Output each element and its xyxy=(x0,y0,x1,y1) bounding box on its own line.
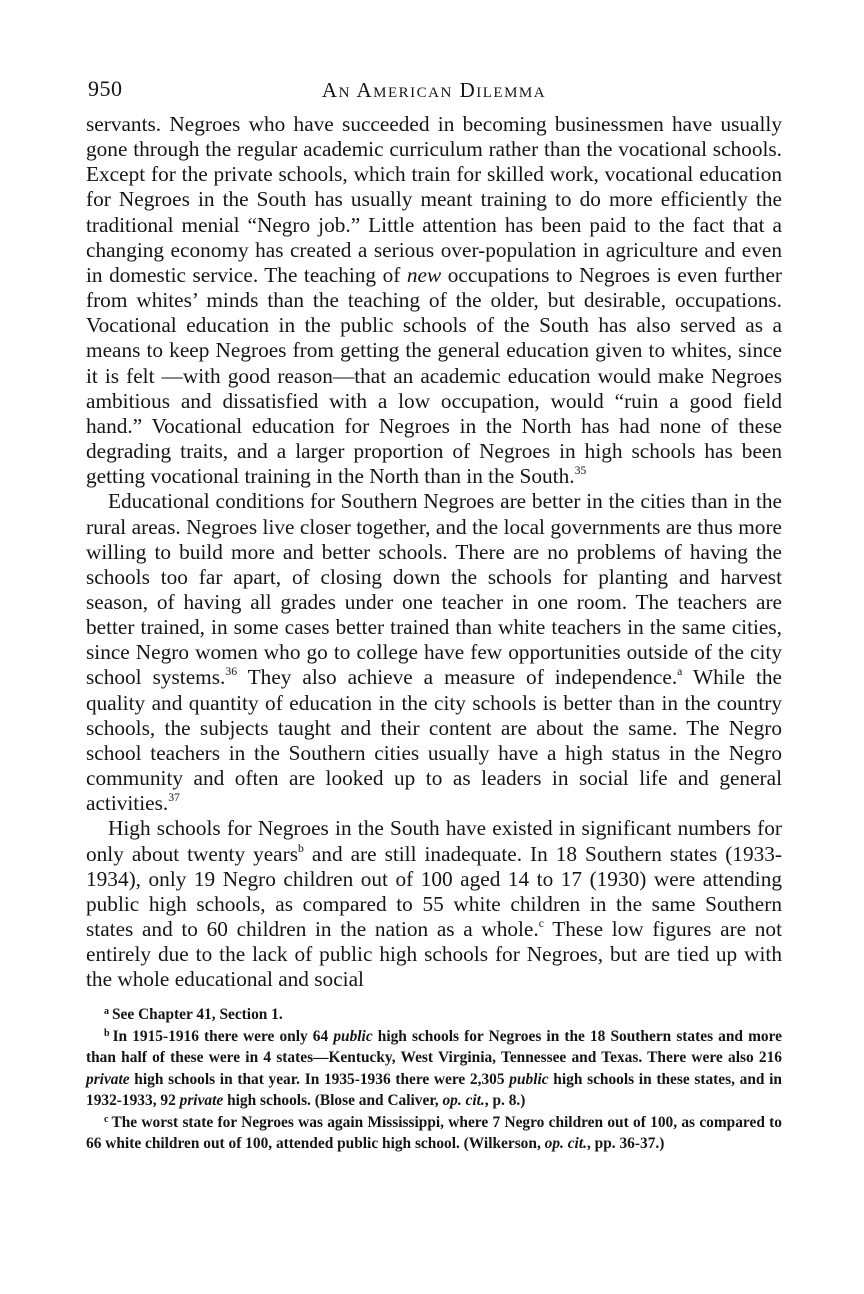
text-run: These low figures are not entirely due to the lack of public high schools for Negroes, but are tied up with the whole educational and social xyxy=(86,917,782,992)
italic-text: op. cit. xyxy=(442,1092,485,1110)
running-title: An American Dilemma xyxy=(321,78,547,102)
text-run: Educational conditions for Southern Negroes are better in the cities than in the rural areas. Negroes live closer together, and the local governments are thus more willing to build more and better schools. There are no problems of having the schools too far apart, of closing down the schools for planting and harvest season, of having all grades under one teacher in one room. The teachers are better trained, in some cases better trained than white teachers in the same cities, since Negro women who go to college have few opportunities outside of the city school systems. xyxy=(86,489,782,690)
text-run: high schools. (Blose and Caliver, xyxy=(223,1092,443,1110)
note-reference: 37 xyxy=(168,791,180,805)
text-run: high schools for Negroes in the 18 Southern states and more than half of these were in 4 states—Kentucky, West Virginia, Tennessee and Texas. There were also 216 xyxy=(86,1027,783,1067)
footnote xyxy=(86,1112,782,1155)
note-reference: 36 xyxy=(225,665,238,679)
footnote xyxy=(86,1026,782,1112)
italic-text: public xyxy=(509,1070,549,1088)
text-run: servants. Negroes who have succeeded in becoming businessmen have usually gone through the regular academic curriculum rather than the vocational schools. Except for the private schools, which train for skilled work, vocational education for Negroes in the South has usually meant training to do more efficiently the traditional menial “Negro job.” Little attention has been paid to the fact that a changing economy has created a serious over-population in agriculture and even in domestic service. The teaching of xyxy=(86,112,782,287)
text-run: The worst state for Negroes was again Mississippi, where 7 Negro children out of 100, as compared to 66 white children out of 100, attended public high school. (Wilkerson, xyxy=(86,1113,782,1152)
italic-text: private xyxy=(179,1092,224,1110)
note-reference: a xyxy=(677,665,683,679)
text-run: High schools for Negroes in the South have existed in significant numbers for only about twenty years xyxy=(86,816,782,866)
footnote xyxy=(86,1004,782,1025)
book-page xyxy=(86,76,782,1154)
note-reference: b xyxy=(298,841,304,855)
text-run: high schools in these states, and in 1932-1933, 92 xyxy=(86,1070,782,1110)
italic-text: public xyxy=(333,1027,373,1045)
footnote-marker: a xyxy=(104,1006,109,1018)
page-header xyxy=(86,76,782,112)
text-run: , pp. 36-37.) xyxy=(586,1134,665,1152)
italic-text: op. cit. xyxy=(544,1134,587,1152)
page-number: 950 xyxy=(88,76,123,101)
text-run: While the quality and quantity of education in the city schools is better than in the country schools, the subjects taught and their content are about the same. The Negro school teachers in the Southern cities usually have a high status in the Negro community and often are looked up to as leaders in social life and general activities. xyxy=(86,665,783,816)
italic-text: new xyxy=(406,262,442,287)
footnote-marker: b xyxy=(104,1027,110,1039)
text-run: See Chapter 41, Section 1. xyxy=(112,1006,283,1024)
note-reference: c xyxy=(538,917,544,931)
footnotes xyxy=(86,1004,782,1154)
text-run: and are still inadequate. In 18 Southern states (1933-1934), only 19 Negro children out of 100 aged 14 to 17 (1930) were attending public high schools, as compared to 55 white children in the same Southern states and to 60 children in the nation as a whole. xyxy=(86,841,782,941)
text-run: In 1915-1916 there were only 64 xyxy=(112,1027,334,1045)
paragraph xyxy=(86,489,782,816)
body-text xyxy=(86,112,782,992)
footnote-marker: c xyxy=(104,1113,109,1125)
text-run: , p. 8.) xyxy=(484,1092,526,1110)
text-run: occupations to Negroes is even further from whites’ minds than the teaching of the older, but desirable, occupations. Vocational education in the public schools of the South has also served as a means to keep Negroes from getting the general education given to whites, since it is felt —with good reason—that an academic education would make Negroes ambitious and dissatisfied with a low occupation, would “ruin a good field hand.” Vocational education for Negroes in the North has had none of these degrading traits, and a larger proportion of Negroes in high schools has been getting vocational training in the North than in the South. xyxy=(86,262,782,489)
italic-text: private xyxy=(86,1070,130,1088)
text-run: They also achieve a measure of independence. xyxy=(237,665,678,690)
text-run: high schools in that year. In 1935-1936 there were 2,305 xyxy=(129,1070,510,1088)
paragraph xyxy=(86,816,782,992)
paragraph xyxy=(86,112,782,489)
note-reference: 35 xyxy=(574,464,587,478)
